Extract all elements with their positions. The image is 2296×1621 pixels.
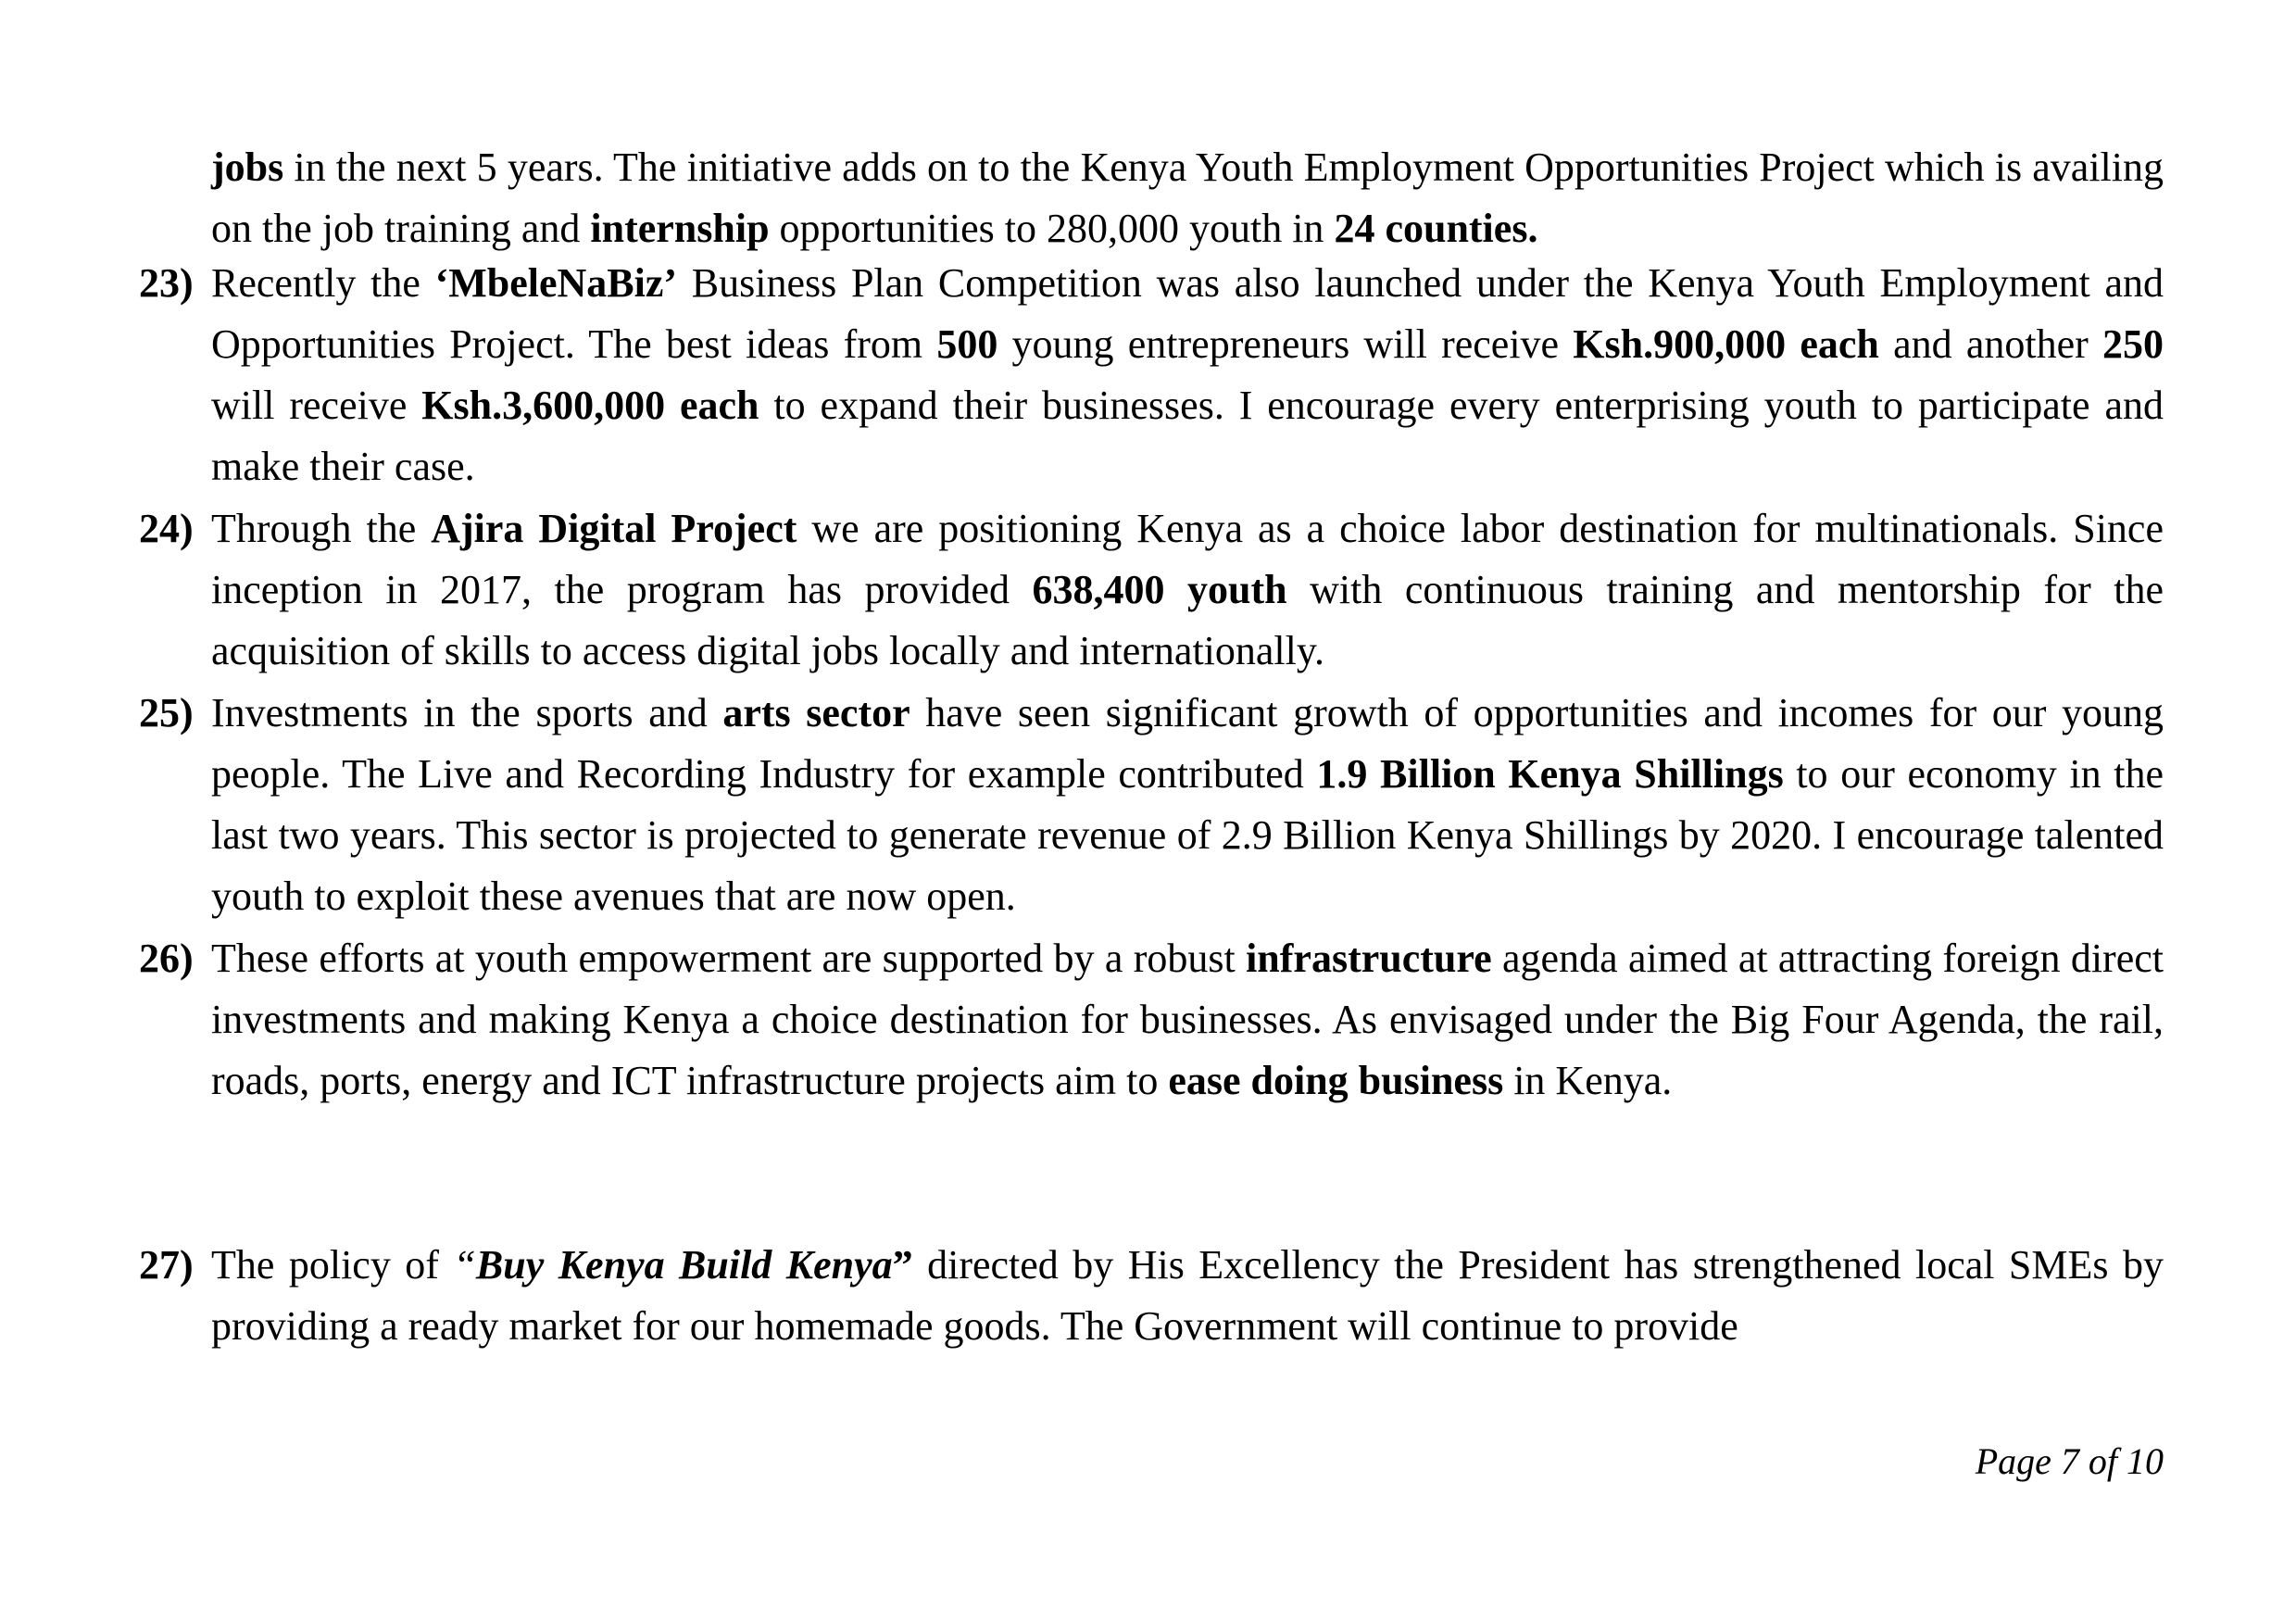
text-run: 638,400 youth [1032, 567, 1287, 612]
item-text [211, 253, 2164, 497]
item-text [211, 683, 2164, 927]
text-run: have seen significant growth of opportunities and incomes for our young people. The Live and Recording Industry for example contributed [211, 690, 2164, 797]
item-number: 24) [139, 506, 194, 551]
item-text [211, 1235, 2164, 1357]
item-text [211, 928, 2164, 1112]
text-run: internship [590, 206, 770, 251]
text-run: “ [453, 1242, 476, 1288]
text-run: 24 counties. [1334, 206, 1538, 251]
text-run: with continuous training and mentorship for the acquisition of skills to access digital jobs locally and internationally. [211, 567, 2164, 673]
text-run: ease doing business [1168, 1058, 1504, 1103]
text-run: jobs [211, 145, 284, 190]
text-run: opportunities to 280,000 youth in [769, 206, 1335, 251]
text-run: ‘MbeleNaBiz’ [434, 260, 678, 306]
item-number: 23) [139, 260, 194, 306]
text-run: and another [1878, 321, 2102, 367]
text-run: directed by His Excellency the President has strengthened local SMEs by providing a ready market for our homemade goods. The Government will continue to provide [211, 1242, 2164, 1349]
text-run: The policy of [211, 1242, 454, 1288]
text-run: Investments in the sports and [211, 690, 723, 735]
text-run: young entrepreneurs will receive [997, 321, 1574, 367]
text-run: we are positioning Kenya as a choice labor destination for multinationals. Since inception in 2017, the program has provided [211, 506, 2164, 612]
text-run: Ajira Digital Project [431, 506, 797, 551]
continuation-text [211, 145, 2164, 251]
text-run: in the next 5 years. The initiative adds on to the Kenya Youth Employment Opportunities Project which is availing on the job training and [211, 145, 2164, 251]
text-run: 500 [936, 321, 998, 367]
text-run: infrastructure [1246, 936, 1492, 981]
paragraph-continuation [211, 137, 2164, 259]
text-run: arts sector [722, 690, 910, 735]
item-number: 27) [139, 1242, 194, 1288]
item-text [211, 498, 2164, 682]
text-run: to our economy in the last two years. This sector is projected to generate revenue of 2.9 Billion Kenya Shillings by 2020. I encourage talented youth to exploit these avenues that are now open. [211, 751, 2164, 919]
item-number: 26) [139, 936, 194, 981]
text-run: Recently the [211, 260, 435, 306]
text-run: Buy Kenya Build Kenya [475, 1242, 893, 1288]
text-run: 250 [2102, 321, 2164, 367]
text-run: Through the [211, 506, 432, 551]
text-run: to expand their businesses. I encourage every enterprising youth to participate and make their case. [211, 383, 2164, 489]
text-run: agenda aimed at attracting foreign direct investments and making Kenya a choice destination for businesses. As envisaged under the Big Four Agenda, the rail, roads, ports, energy and ICT infrastructure projects aim to [211, 936, 2164, 1103]
item-number: 25) [139, 690, 194, 735]
text-run: Business Plan Competition was also launched under the Kenya Youth Employment and Opportunities Project. The best ideas from [211, 260, 2164, 367]
text-run: Ksh.3,600,000 each [421, 383, 759, 428]
page-number: Page 7 of 10 [1975, 1440, 2164, 1482]
text-run: 1.9 Billion Kenya Shillings [1316, 751, 1784, 797]
text-run: Ksh.900,000 each [1573, 321, 1879, 367]
text-run: These efforts at youth empowerment are supported by a robust [211, 936, 1247, 981]
text-run: ” [892, 1242, 913, 1288]
text-run: will receive [211, 383, 422, 428]
text-run: in Kenya. [1503, 1058, 1673, 1103]
